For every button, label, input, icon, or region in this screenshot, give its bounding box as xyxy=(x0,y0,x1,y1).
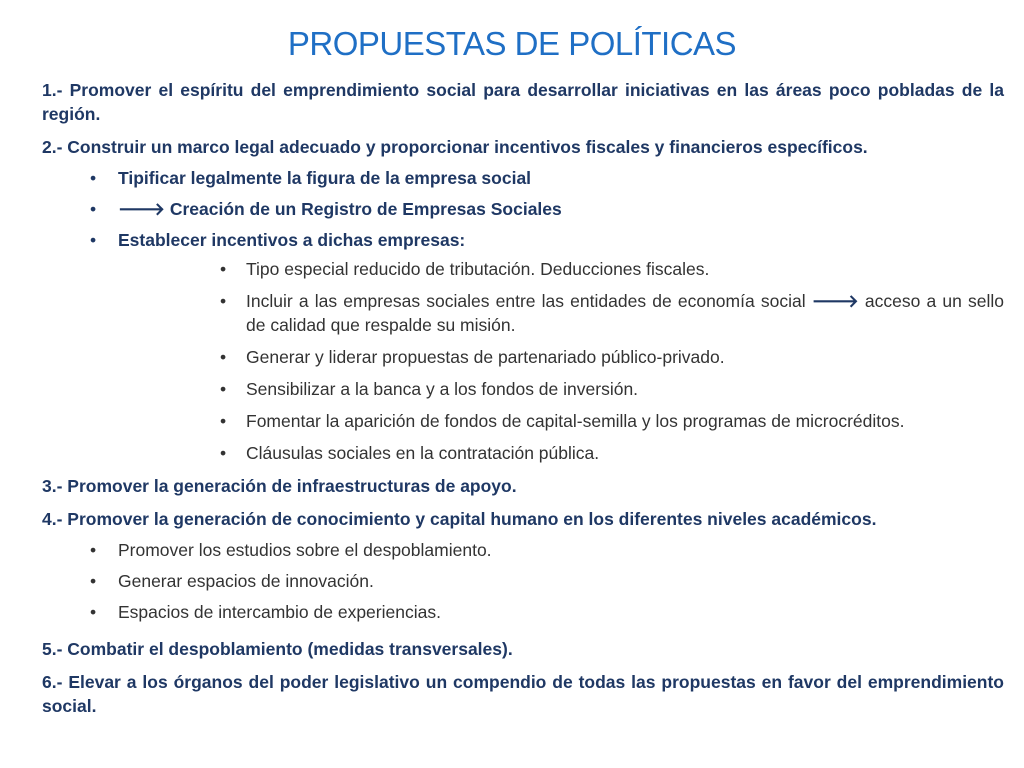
list-item-text: Promover los estudios sobre el despoblamiento. xyxy=(118,540,492,560)
bullet-icon: • xyxy=(220,411,227,431)
sublist-item xyxy=(118,257,1004,281)
list-item xyxy=(42,597,1004,628)
section-2-list xyxy=(42,163,1004,465)
section-4-heading: 4.- Promover la generación de conocimiento y capital humano en los diferentes niveles académicos. xyxy=(42,509,877,529)
bullet-icon: • xyxy=(90,230,97,250)
bullet-icon: • xyxy=(90,571,97,591)
bullet-icon: • xyxy=(90,168,97,188)
incentives-sublist xyxy=(118,257,1004,465)
bullet-icon: • xyxy=(90,540,97,560)
sublist-item xyxy=(118,377,1004,401)
sublist-item-text: Incluir a las empresas sociales entre las entidades de economía social xyxy=(246,291,806,311)
bullet-icon: • xyxy=(220,347,227,367)
sublist-item-text: Tipo especial reducido de tributación. Deducciones fiscales. xyxy=(246,259,710,279)
section-6-heading: 6.- Elevar a los órganos del poder legislativo un compendio de todas las propuestas en favor del emprendimiento social. xyxy=(42,672,1004,716)
list-item xyxy=(42,163,1004,194)
slide-title: PROPUESTAS DE POLÍTICAS xyxy=(287,25,737,62)
section-1-heading: 1.- Promover el espíritu del emprendimiento social para desarrollar iniciativas en las áreas poco pobladas de la región. xyxy=(42,80,1004,124)
list-item-text: Generar espacios de innovación. xyxy=(118,571,374,591)
bullet-icon: • xyxy=(220,379,227,399)
sublist-item-text: Fomentar la aparición de fondos de capital-semilla y los programas de microcréditos. xyxy=(246,411,905,431)
list-item-text: Tipificar legalmente la figura de la empresa social xyxy=(118,168,532,188)
list-item-text: Establecer incentivos a dichas empresas: xyxy=(118,230,466,250)
sublist-item xyxy=(118,441,1004,465)
sublist-item xyxy=(118,345,1004,369)
list-item xyxy=(42,194,1004,225)
section-3-heading: 3.- Promover la generación de infraestructuras de apoyo. xyxy=(42,476,517,496)
section-4-list xyxy=(42,535,1004,628)
list-item xyxy=(42,535,1004,566)
sublist-item-text: Cláusulas sociales en la contratación pública. xyxy=(246,443,600,463)
section-2-heading: 2.- Construir un marco legal adecuado y proporcionar incentivos fiscales y financieros específicos. xyxy=(42,137,868,157)
sublist-item xyxy=(118,409,1004,433)
right-arrow-icon: 🡒 xyxy=(811,291,859,311)
sublist-item-text-continued: acceso a un sello de calidad que respalde su misión. xyxy=(246,291,1004,335)
bullet-icon: • xyxy=(90,199,97,219)
bullet-icon: • xyxy=(220,291,227,311)
bullet-icon: • xyxy=(90,602,97,622)
list-item-text: Espacios de intercambio de experiencias. xyxy=(118,602,441,622)
bullet-icon: • xyxy=(220,443,227,463)
list-item xyxy=(42,566,1004,597)
slide-content xyxy=(42,78,1004,727)
list-item-text: Creación de un Registro de Empresas Sociales xyxy=(169,199,562,219)
sublist-item-text: Sensibilizar a la banca y a los fondos de inversión. xyxy=(246,379,639,399)
section-5-heading: 5.- Combatir el despoblamiento (medidas transversales). xyxy=(42,639,513,659)
sublist-item xyxy=(118,289,1004,337)
bullet-icon: • xyxy=(220,259,227,279)
right-arrow-icon: 🡒 xyxy=(118,199,165,219)
sublist-item-text: Generar y liderar propuestas de partenariado público-privado. xyxy=(246,347,725,367)
list-item xyxy=(42,225,1004,465)
